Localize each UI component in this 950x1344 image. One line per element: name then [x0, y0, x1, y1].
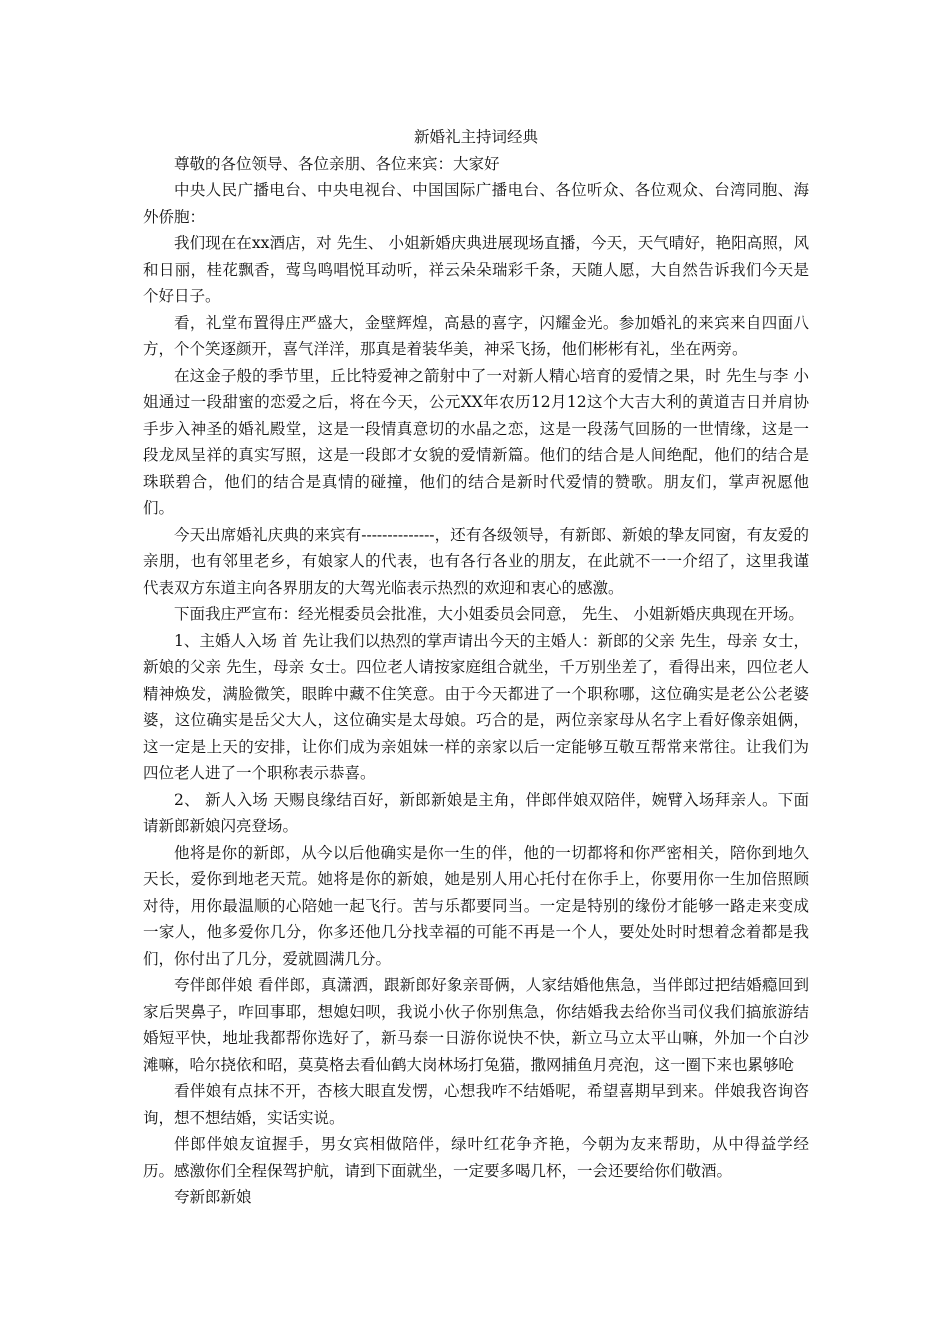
paragraph-hall-description: 看，礼堂布置得庄严盛大，金壁辉煌，高悬的喜字，闪耀金光。参加婚礼的来宾来自四面八方，个个笑逐颜开，喜气洋洋，那真是着装华美，神采飞扬，他们彬彬有礼，坐在两旁。 [143, 313, 809, 358]
paragraph-guests: 今天出席婚礼庆典的来宾有--------------，还有各级领导，有新郎、新娘的挚友同窗，有友爱的亲朋，也有邻里老乡，有娘家人的代表，也有各行各业的朋友，在此就不一一介绍了，这里我谨代表双方东道主向各界朋友的大驾光临表示热烈的欢迎和衷心的感激。 [143, 525, 809, 597]
paragraph-audience: 中央人民广播电台、中央电视台、中国国际广播电台、各位听众、各位观众、台湾同胞、海外侨胞： [143, 181, 809, 226]
paragraph-announcement: 下面我庄严宣布：经光棍委员会批准，大小姐委员会同意， 先生、 小姐新婚庆典现在开场。 [174, 605, 804, 623]
paragraph-groom-bride: 他将是你的新郎，从今以后他确实是你一生的伴，他的一切都将和你严密相关，陪你到地久天长，爱你到地老天荒。她将是你的新娘，她是别人用心托付在你手上，你要用你一生加倍照顾对待，用你最温顺的心陪她一起飞行。苦与乐都要同当。一定是特别的缘份才能够一路走来变成一家人，他多爱你几分，你多还他几分找幸福的可能不再是一个人，要处处时时想着念着都是我们，你付出了几分，爱就圆满几分。 [143, 843, 809, 968]
document-title: 新婚礼主持词经典 [413, 128, 538, 146]
paragraph-best-man: 夸伴郎伴娘 看伴郎，真潇洒，跟新郎好象亲哥俩，人家结婚他焦急，当伴郎过把结婚瘾回到家后哭鼻子，咋回事耶，想媳妇呗，我说小伙子你别焦急，你结婚我去给你当司仪我们搞旅游结婚短平快，地址我都帮你选好了，新马泰一日游你说快不快，新立马立太平山嘛，外加一个白沙滩嘛，哈尔挠依和昭，莫莫格去看仙鹤大岗林场打兔猫，撒网捕鱼月亮泡，这一圈下来也累够呛 [143, 976, 809, 1074]
paragraph-praise-couple: 夸新郎新娘 [174, 1188, 252, 1206]
paragraph-live-broadcast: 我们现在在xx酒店，对 先生、 小姐新婚庆典进展现场直播，今天，天气晴好，艳阳高照，风和日丽，桂花飘香，莺鸟鸣唱悦耳动听，祥云朵朵瑞彩千条，天随人愿，大自然告诉我们今天是个好日子。 [143, 234, 809, 305]
paragraph-love-story: 在这金子般的季节里，丘比特爱神之箭射中了一对新人精心培育的爱情之果，时 先生与李 小姐通过一段甜蜜的恋爱之后，将在今天，公元XX年农历12月12这个大吉大利的黄道吉日并肩协手步入神圣的婚礼殿堂，这是一段情真意切的水晶之恋，这是一段荡气回肠的一世情缘，这是一段龙凤呈祥的真实写照，这是一段郎才女貌的爱情新篇。他们的结合是人间绝配，他们的结合是珠联碧合，他们的结合是真情的碰撞，他们的结合是新时代爱情的赞歌。朋友们，掌声祝愿他们。 [143, 366, 809, 517]
paragraph-bridesmaid: 看伴娘有点抹不开，杏核大眼直发愣，心想我咋不结婚呢，希望喜期早到来。伴娘我咨询咨询，想不想结婚，实话实说。 [143, 1082, 809, 1127]
paragraph-greeting: 尊敬的各位领导、各位亲朋、各位来宾：大家好 [174, 154, 500, 173]
paragraph-section-2: 2、 新人入场 天赐良缘结百好，新郎新娘是主角，伴郎伴娘双陪伴，婉臂入场拜亲人。下面请新郎新娘闪亮登场。 [143, 790, 809, 835]
document-body [143, 124, 809, 1211]
paragraph-section-1: 1、主婚人入场 首 先让我们以热烈的掌声请出今天的主婚人：新郎的父亲 先生，母亲 女士，新娘的父亲 先生，母亲 女士。四位老人请按家庭组合就坐，千万别坐差了，看得出来，四位老人精神焕发，满脸微笑，眼眸中藏不住笑意。由于今天都进了一个职称哪，这位确实是老公公老婆婆，这位确实是岳父大人，这位确实是太母娘。巧合的是，两位亲家母从名字上看好像亲姐俩，这一定是上天的安排，让你们成为亲姐妹一样的亲家以后一定能够互敬互帮常来常往。让我们为四位老人进了一个职称表示恭喜。 [143, 631, 809, 782]
paragraph-thanks-attendants: 伴郎伴娘友谊握手，男女宾相做陪伴，绿叶红花争齐艳，今朝为友来帮助，从中得益学经历。感激你们全程保驾护航，请到下面就坐，一定要多喝几杯，一会还要给你们敬酒。 [143, 1135, 809, 1180]
